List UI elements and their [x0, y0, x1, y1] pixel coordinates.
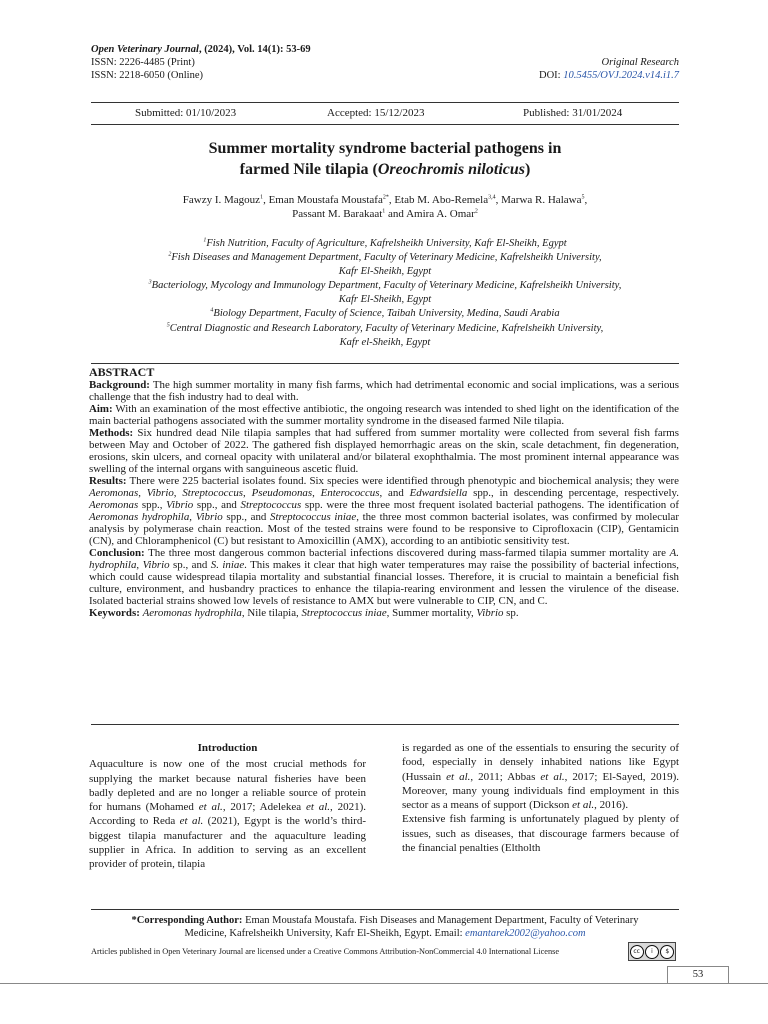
affiliation-number: 5: [166, 322, 170, 329]
doi-link[interactable]: 10.5455/OVJ.2024.v14.i1.7: [563, 70, 679, 81]
results-text: There were 225 bacterial isolates found. Six species were identified through phenotypic and biochemical analysis; they were Aeromonas, Vibrio, Streptococcus, Pseudomonas, Enterococcus, and Edwardsiella spp., in descending percentage, respectively. Aeromonas spp., Vibrio spp., and Streptococcus spp. were the three most frequent isolated bacterial pathogens. The identification of Aeromonas hydrophila, Vibrio spp., and Streptococcus iniae, the three most common bacterial isolates, was confirmed by molecular analysis by polymerase chain reaction. Most of the tested strains were found to be responsive to Ciprofloxacin (CIP), Gentamicin (CN), and Chloramphenicol (C) but resistant to Amoxicillin (AMX), according to an antibiotic sensitivity test.: [89, 475, 680, 547]
abstract-keywords: [89, 607, 679, 619]
author-affiliation-mark: 2: [474, 208, 478, 215]
aim-label: Aim:: [89, 403, 113, 415]
corresponding-author: [91, 914, 679, 940]
methods-label: Methods:: [89, 427, 134, 439]
journal-issue: , (2024), Vol. 14(1): 53-69: [198, 44, 311, 55]
affiliation-text: Kafr El-Sheikh, Egypt: [338, 294, 432, 306]
page-number: 53: [667, 966, 729, 983]
author-name: Fawzy I. Magouz: [182, 194, 261, 206]
cc-icon: cc: [630, 945, 644, 959]
methods-text: Six hundred dead Nile tilapia samples that had suffered from summer mortality were collected from several fish farms between May and October of 2022. The gathered fish displayed hemorrhagic areas on the skin, scale detachment, fin degeneration, erosions, skin ulcers, and corneal opacity with unilateral and/or bilateral exophthalmia. The most prominent internal appearance was swelling of the internal organs with sanguineous ascetic fluid.: [89, 427, 679, 475]
author-list: [120, 193, 650, 221]
author-name: Amira A. Omar: [406, 208, 475, 220]
author-separator: ,: [495, 194, 502, 206]
published-date: Published: 31/01/2024: [523, 107, 623, 119]
affiliation-text: Kafr el-Sheikh, Egypt: [339, 336, 431, 348]
affiliation-text: Fish Diseases and Management Department, Faculty of Veterinary Medicine, Kafrelsheikh University,: [171, 252, 602, 264]
footer-rule: [0, 983, 768, 984]
abstract-results: [89, 475, 679, 547]
corr-label: *Corresponding Author:: [131, 915, 243, 926]
affiliation-item: [91, 251, 679, 279]
affiliation-text: Bacteriology, Mycology and Immunology Department, Faculty of Veterinary Medicine, Kafrelsheikh University,: [151, 280, 622, 292]
author-separator: and: [385, 208, 407, 220]
intro-paragraph-2: is regarded as one of the essentials to ensuring the security of food, especially in densely inhabited nations like Egypt (Hussain et al., 2011; Abbas et al., 2017; El-Sayed, 2019). Moreover, many young individuals find employment in this sector as a means of support (Dickson et al., 2016).: [402, 742, 679, 812]
issn-print: ISSN: 2226-4485 (Print): [91, 57, 195, 68]
keywords-label: Keywords:: [89, 607, 140, 619]
column-left: [89, 741, 366, 872]
affiliation-number: 2: [168, 251, 172, 258]
results-label: Results:: [89, 475, 127, 487]
journal-info: [91, 43, 311, 82]
affiliation-text: Biology Department, Faculty of Science, Taibah University, Medina, Saudi Arabia: [213, 308, 560, 320]
title-species: Oreochromis niloticus: [377, 161, 525, 178]
cc-license-badge-icon[interactable]: [628, 942, 676, 961]
affiliation-number: 4: [210, 307, 214, 314]
background-text: The high summer mortality in many fish farms, which had detrimental economic and social implications, was a serious challenge that the fish industry had to deal with.: [89, 379, 679, 403]
affiliation-list: [91, 237, 679, 350]
affiliation-text: Fish Nutrition, Faculty of Agriculture, Kafrelsheikh University, Kafr El-Sheikh, Egypt: [206, 238, 567, 249]
abstract-aim: [89, 403, 679, 427]
title-line-2-suffix: ): [525, 161, 531, 178]
affiliation-text: Central Diagnostic and Research Laboratory, Faculty of Veterinary Medicine, Kafrelsheikh University,: [169, 322, 604, 334]
nc-icon: $: [660, 945, 674, 959]
by-icon: i: [645, 945, 659, 959]
conclusion-text: The three most dangerous common bacterial infections discovered during mass-farmed tilapia summer mortality are A. hydrophila, Vibrio sp., and S. iniae. This makes it clear that high water temperatures may raise the possibility of bacterial infections, which could cause widespread tilapia mortality and substantial financial losses. Therefore, it is crucial to maintain a beneficial fish culture, environment, and husbandry practices to enhance the tilapia-rearing environment and lessen the virulence of the disease. Isolated bacterial strains showed low levels of resistance to AMX but were vulnerable to CIP, CN, and C.: [89, 547, 679, 607]
title-line-1: Summer mortality syndrome bacterial pathogens in: [208, 140, 562, 157]
introduction-heading: Introduction: [197, 742, 258, 754]
author-affiliation-mark: 1: [382, 208, 386, 215]
background-label: Background:: [89, 379, 150, 391]
affiliation-text: Kafr El-Sheikh, Egypt: [338, 266, 432, 278]
author-separator: ,: [263, 194, 269, 206]
author-separator: ,: [584, 194, 588, 206]
author-name: Eman Moustafa Moustafa: [268, 194, 383, 206]
license-notice: Articles published in Open Veterinary Journal are licensed under a Creative Commons Attribution-NonCommercial 4.0 International License: [91, 947, 560, 956]
conclusion-label: Conclusion:: [89, 547, 145, 559]
abstract-methods: [89, 427, 679, 475]
corr-line-1: Eman Moustafa Moustafa. Fish Diseases and Management Department, Faculty of Veterinary: [242, 915, 639, 926]
author-name: Passant M. Barakaat: [292, 208, 383, 220]
keywords-text: Aeromonas hydrophila, Nile tilapia, Streptococcus iniae, Summer mortality, Vibrio sp.: [142, 607, 519, 619]
footnote-rule: [91, 909, 679, 910]
author-name: Etab M. Abo-Remela: [394, 194, 489, 206]
author-separator: ,: [388, 194, 395, 206]
column-right: [402, 741, 679, 855]
intro-paragraph-3: Extensive fish farming is unfortunately plagued by plenty of issues, such as diseases, that discourage farmers because of the financial penalties (Eltholth: [402, 813, 679, 855]
affiliation-item: [91, 237, 679, 251]
dates-rule: [91, 124, 679, 125]
abstract-top-rule: [91, 363, 679, 364]
article-meta: [539, 56, 679, 82]
journal-name: Open Veterinary Journal: [91, 44, 199, 55]
corr-line-2: Medicine, Kafrelsheikh University, Kafr El-Sheikh, Egypt. Email:: [184, 928, 466, 939]
abstract-heading: ABSTRACT: [89, 365, 155, 379]
submitted-date: Submitted: 01/10/2023: [135, 107, 237, 119]
header-rule: [91, 102, 679, 103]
affiliation-item: [91, 307, 679, 321]
abstract-conclusion: [89, 547, 679, 607]
article-type: Original Research: [601, 57, 679, 68]
author-affiliation-mark: 2*: [382, 194, 389, 201]
aim-text: With an examination of the most effective antibiotic, the ongoing research was intended to shed light on the identification of the main bacterial pathogens associated with the summer mortality syndrome in the diseased farmed Nile tilapia.: [89, 403, 679, 427]
affiliation-number: 1: [203, 237, 207, 244]
affiliation-item: [91, 322, 679, 350]
author-name: Marwa R. Halawa: [501, 194, 582, 206]
abstract-bottom-rule: [91, 724, 679, 725]
title-line-2-prefix: farmed Nile tilapia (: [239, 161, 378, 178]
paper-title: [91, 138, 679, 180]
issn-online: ISSN: 2218-6050 (Online): [91, 70, 203, 81]
affiliation-number: 3: [148, 279, 152, 286]
author-affiliation-mark: 5: [581, 194, 585, 201]
author-affiliation-mark: 3,4: [488, 194, 496, 201]
accepted-date: Accepted: 15/12/2023: [327, 107, 425, 119]
abstract-section: [89, 366, 679, 619]
doi-label: DOI:: [539, 70, 564, 81]
abstract-background: [89, 379, 679, 403]
intro-paragraph-1: Aquaculture is now one of the most crucial methods for supplying the market because natural fisheries have been badly depleted and are no longer a reliable source of protein for humans (Mohamed et al., 2017; Adelekea et al., 2021). According to Reda et al. (2021), Egypt is the world’s third-biggest tilapia manufacturer and the aquaculture leading supplier in Africa. In addition to serving as an excellent provider of protein, tilapia: [89, 758, 367, 871]
author-affiliation-mark: 1: [260, 194, 264, 201]
affiliation-item: [91, 279, 679, 307]
author-email-link[interactable]: emantarek2002@yahoo.com: [465, 928, 586, 939]
